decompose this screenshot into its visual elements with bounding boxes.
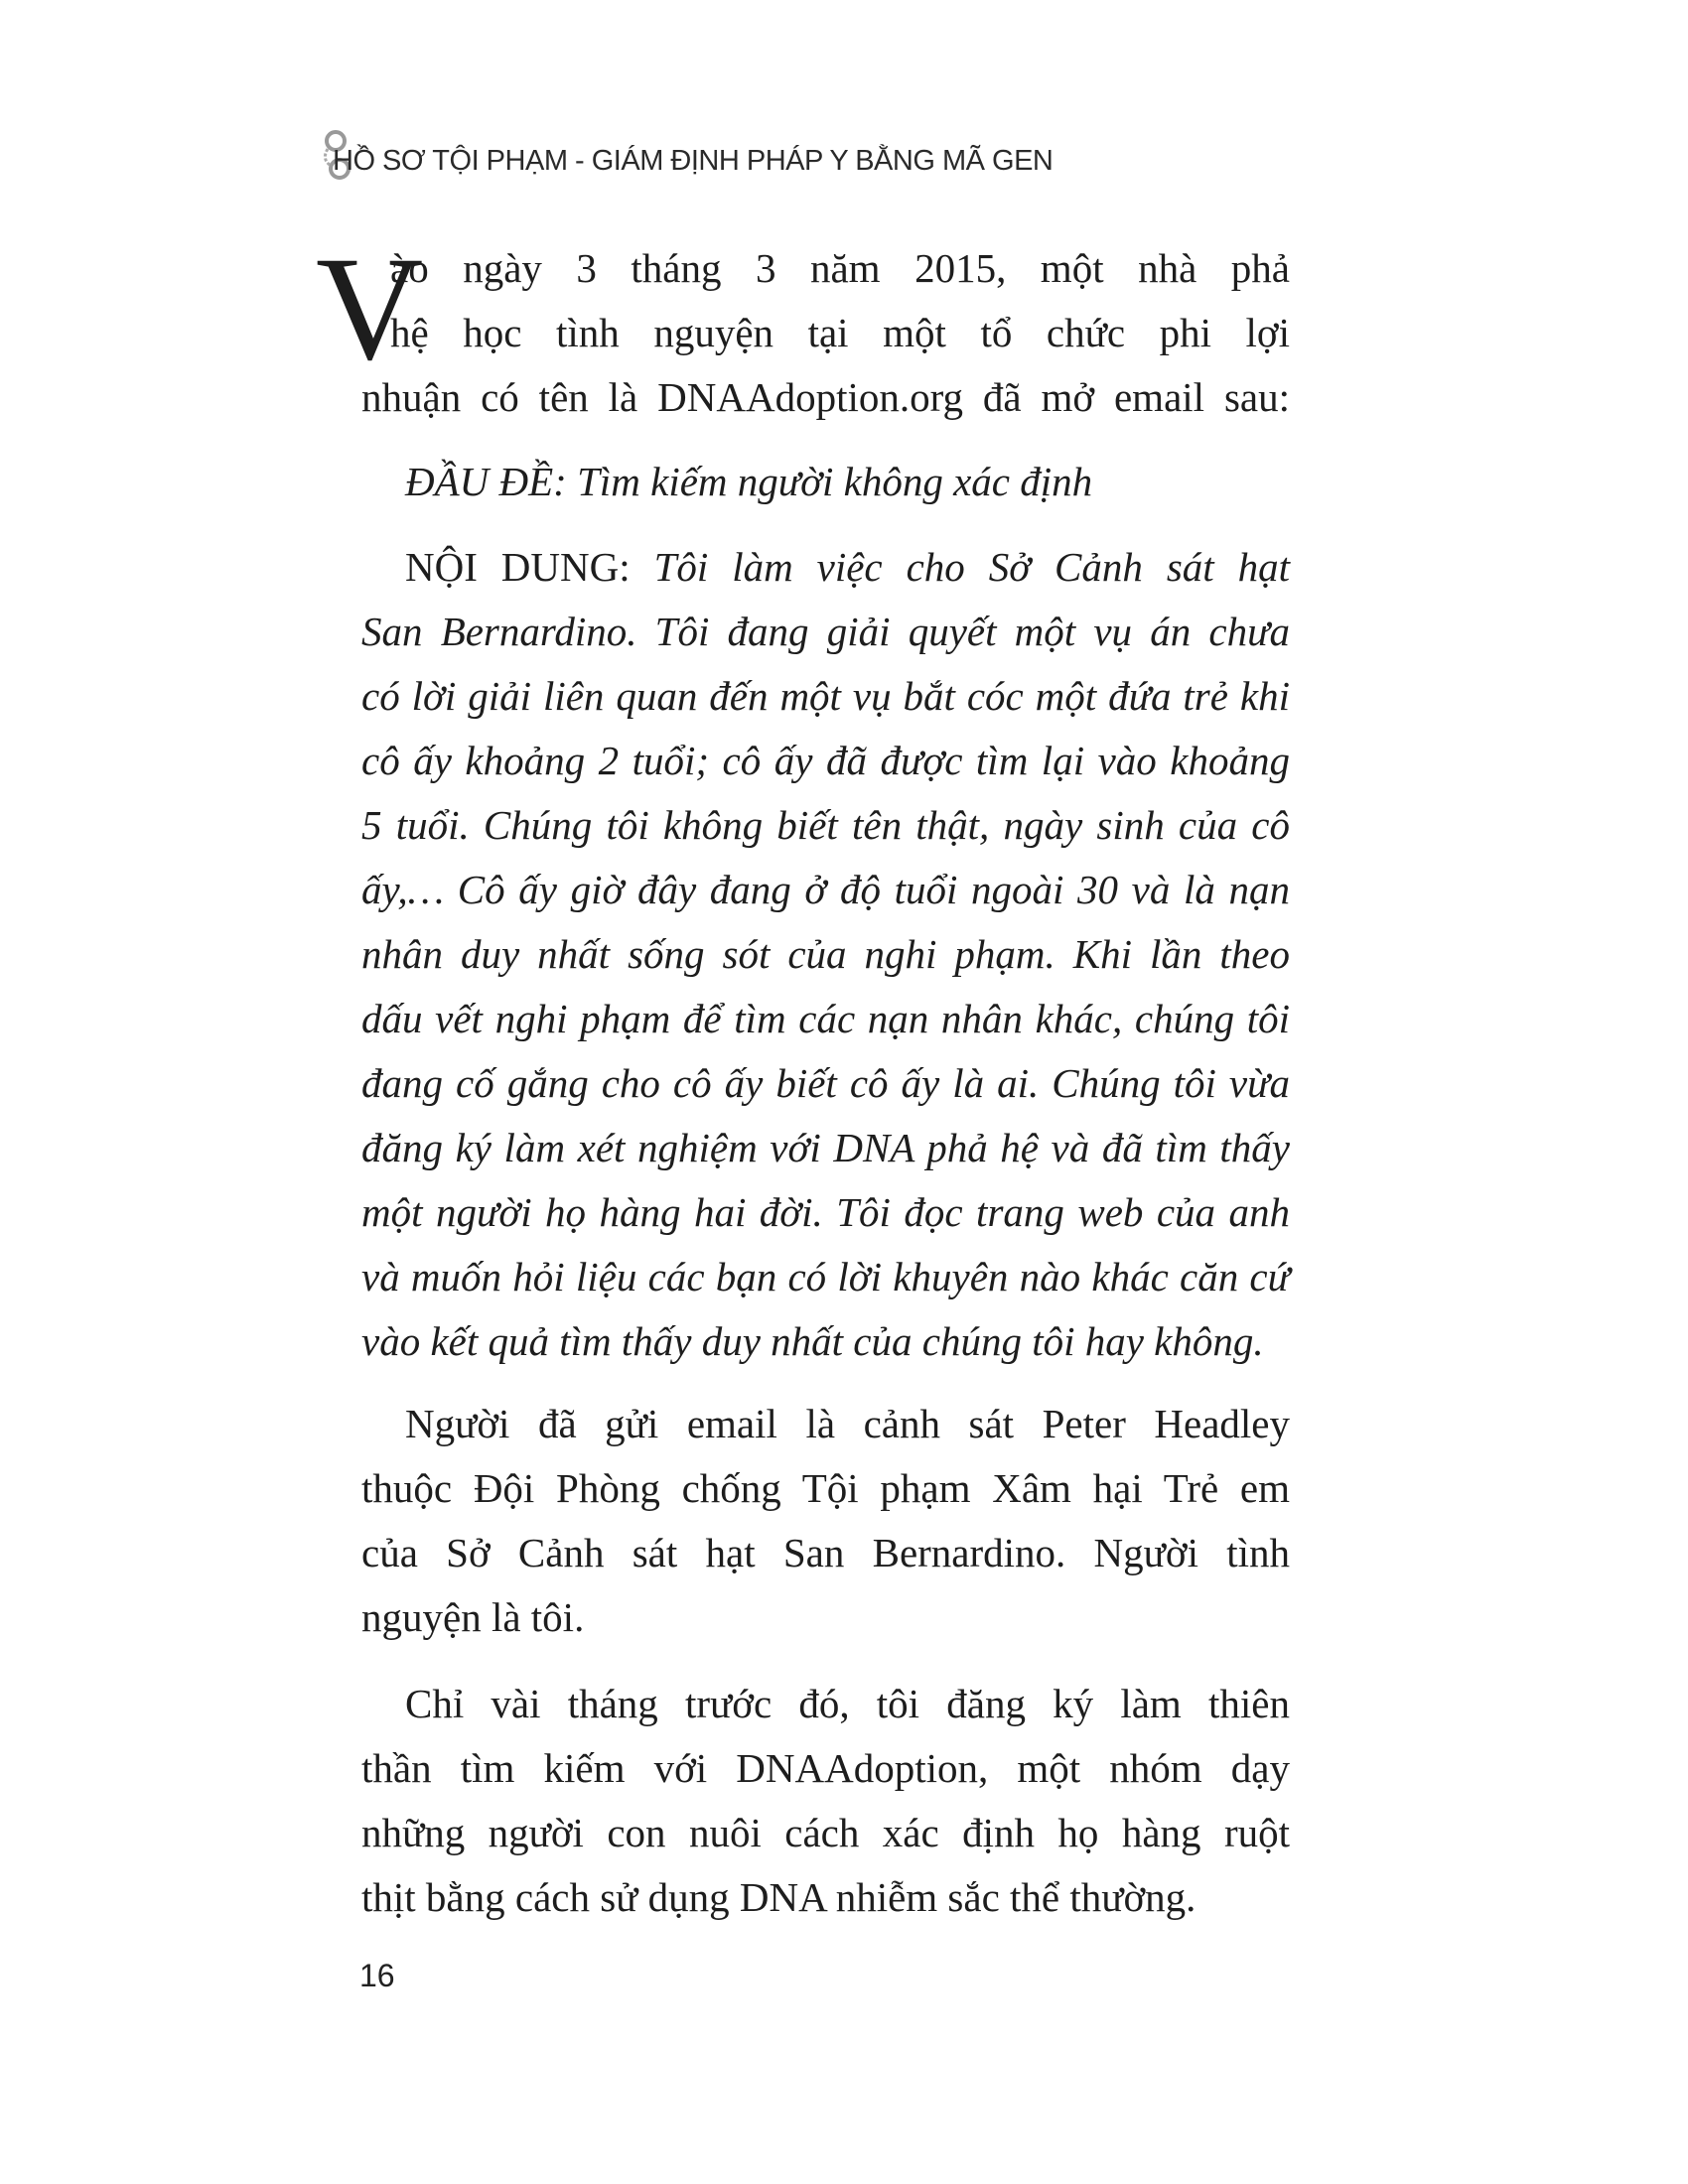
text-line: San Bernardino. Tôi đang giải quyết một vụ án chưa [361, 609, 1290, 654]
text-line: nhuận có tên là DNAAdoption.org đã mở email sau: [361, 374, 1290, 420]
text-line: hệ học tình nguyện tại một tổ chức phi lợi [390, 310, 1290, 355]
text-line: đăng ký làm xét nghiệm với DNA phả hệ và đã tìm thấy [361, 1125, 1290, 1170]
text-line: nhân duy nhất sống sót của nghi phạm. Khi lần theo [361, 931, 1290, 977]
text-line: Chỉ vài tháng trước đó, tôi đăng ký làm thiên [405, 1681, 1290, 1726]
text-line: dấu vết nghi phạm để tìm các nạn nhân khác, chúng tôi [361, 996, 1290, 1041]
email-subject: ĐẦU ĐỀ: Tìm kiếm người không xác định [405, 459, 1093, 504]
text-line: của Sở Cảnh sát hạt San Bernardino. Người tình [361, 1530, 1290, 1575]
text-line: vào kết quả tìm thấy duy nhất của chúng tôi hay không. [361, 1318, 1264, 1364]
text-line: một người họ hàng hai đời. Tôi đọc trang web của anh [361, 1189, 1290, 1235]
content-label: NỘI DUNG: [405, 544, 654, 590]
text-line: ấy,… Cô ấy giờ đây đang ở độ tuổi ngoài 30 và là nạn [361, 867, 1290, 912]
content-text: Tôi làm việc cho Sở Cảnh sát hạt [653, 544, 1290, 590]
text-line: những người con nuôi cách xác định họ hàng ruột [361, 1810, 1290, 1855]
text-line: thần tìm kiếm với DNAAdoption, một nhóm dạy [361, 1745, 1290, 1791]
email-content-first-line [405, 535, 1290, 600]
text-line: 5 tuổi. Chúng tôi không biết tên thật, ngày sinh của cô [361, 802, 1290, 848]
drop-cap: V [316, 226, 424, 391]
text-line: và muốn hỏi liệu các bạn có lời khuyên nào khác căn cứ [361, 1254, 1290, 1299]
page-number: 16 [359, 1958, 395, 1993]
text-line: Người đã gửi email là cảnh sát Peter Headley [405, 1401, 1290, 1446]
text-line: thịt bằng cách sử dụng DNA nhiễm sắc thể thường. [361, 1874, 1196, 1920]
text-line: đang cố gắng cho cô ấy biết cô ấy là ai. Chúng tôi vừa [361, 1060, 1290, 1106]
text-line: có lời giải liên quan đến một vụ bắt cóc một đứa trẻ khi [361, 673, 1290, 719]
text-line: nguyện là tôi. [361, 1594, 585, 1640]
text-line: thuộc Đội Phòng chống Tội phạm Xâm hại Trẻ em [361, 1465, 1290, 1511]
text-line: ào ngày 3 tháng 3 năm 2015, một nhà phả [390, 245, 1290, 291]
running-header: HỒ SƠ TỘI PHẠM - GIÁM ĐỊNH PHÁP Y BẰNG MÃ GEN [333, 145, 1054, 177]
text-line: cô ấy khoảng 2 tuổi; cô ấy đã được tìm lại vào khoảng [361, 738, 1290, 783]
